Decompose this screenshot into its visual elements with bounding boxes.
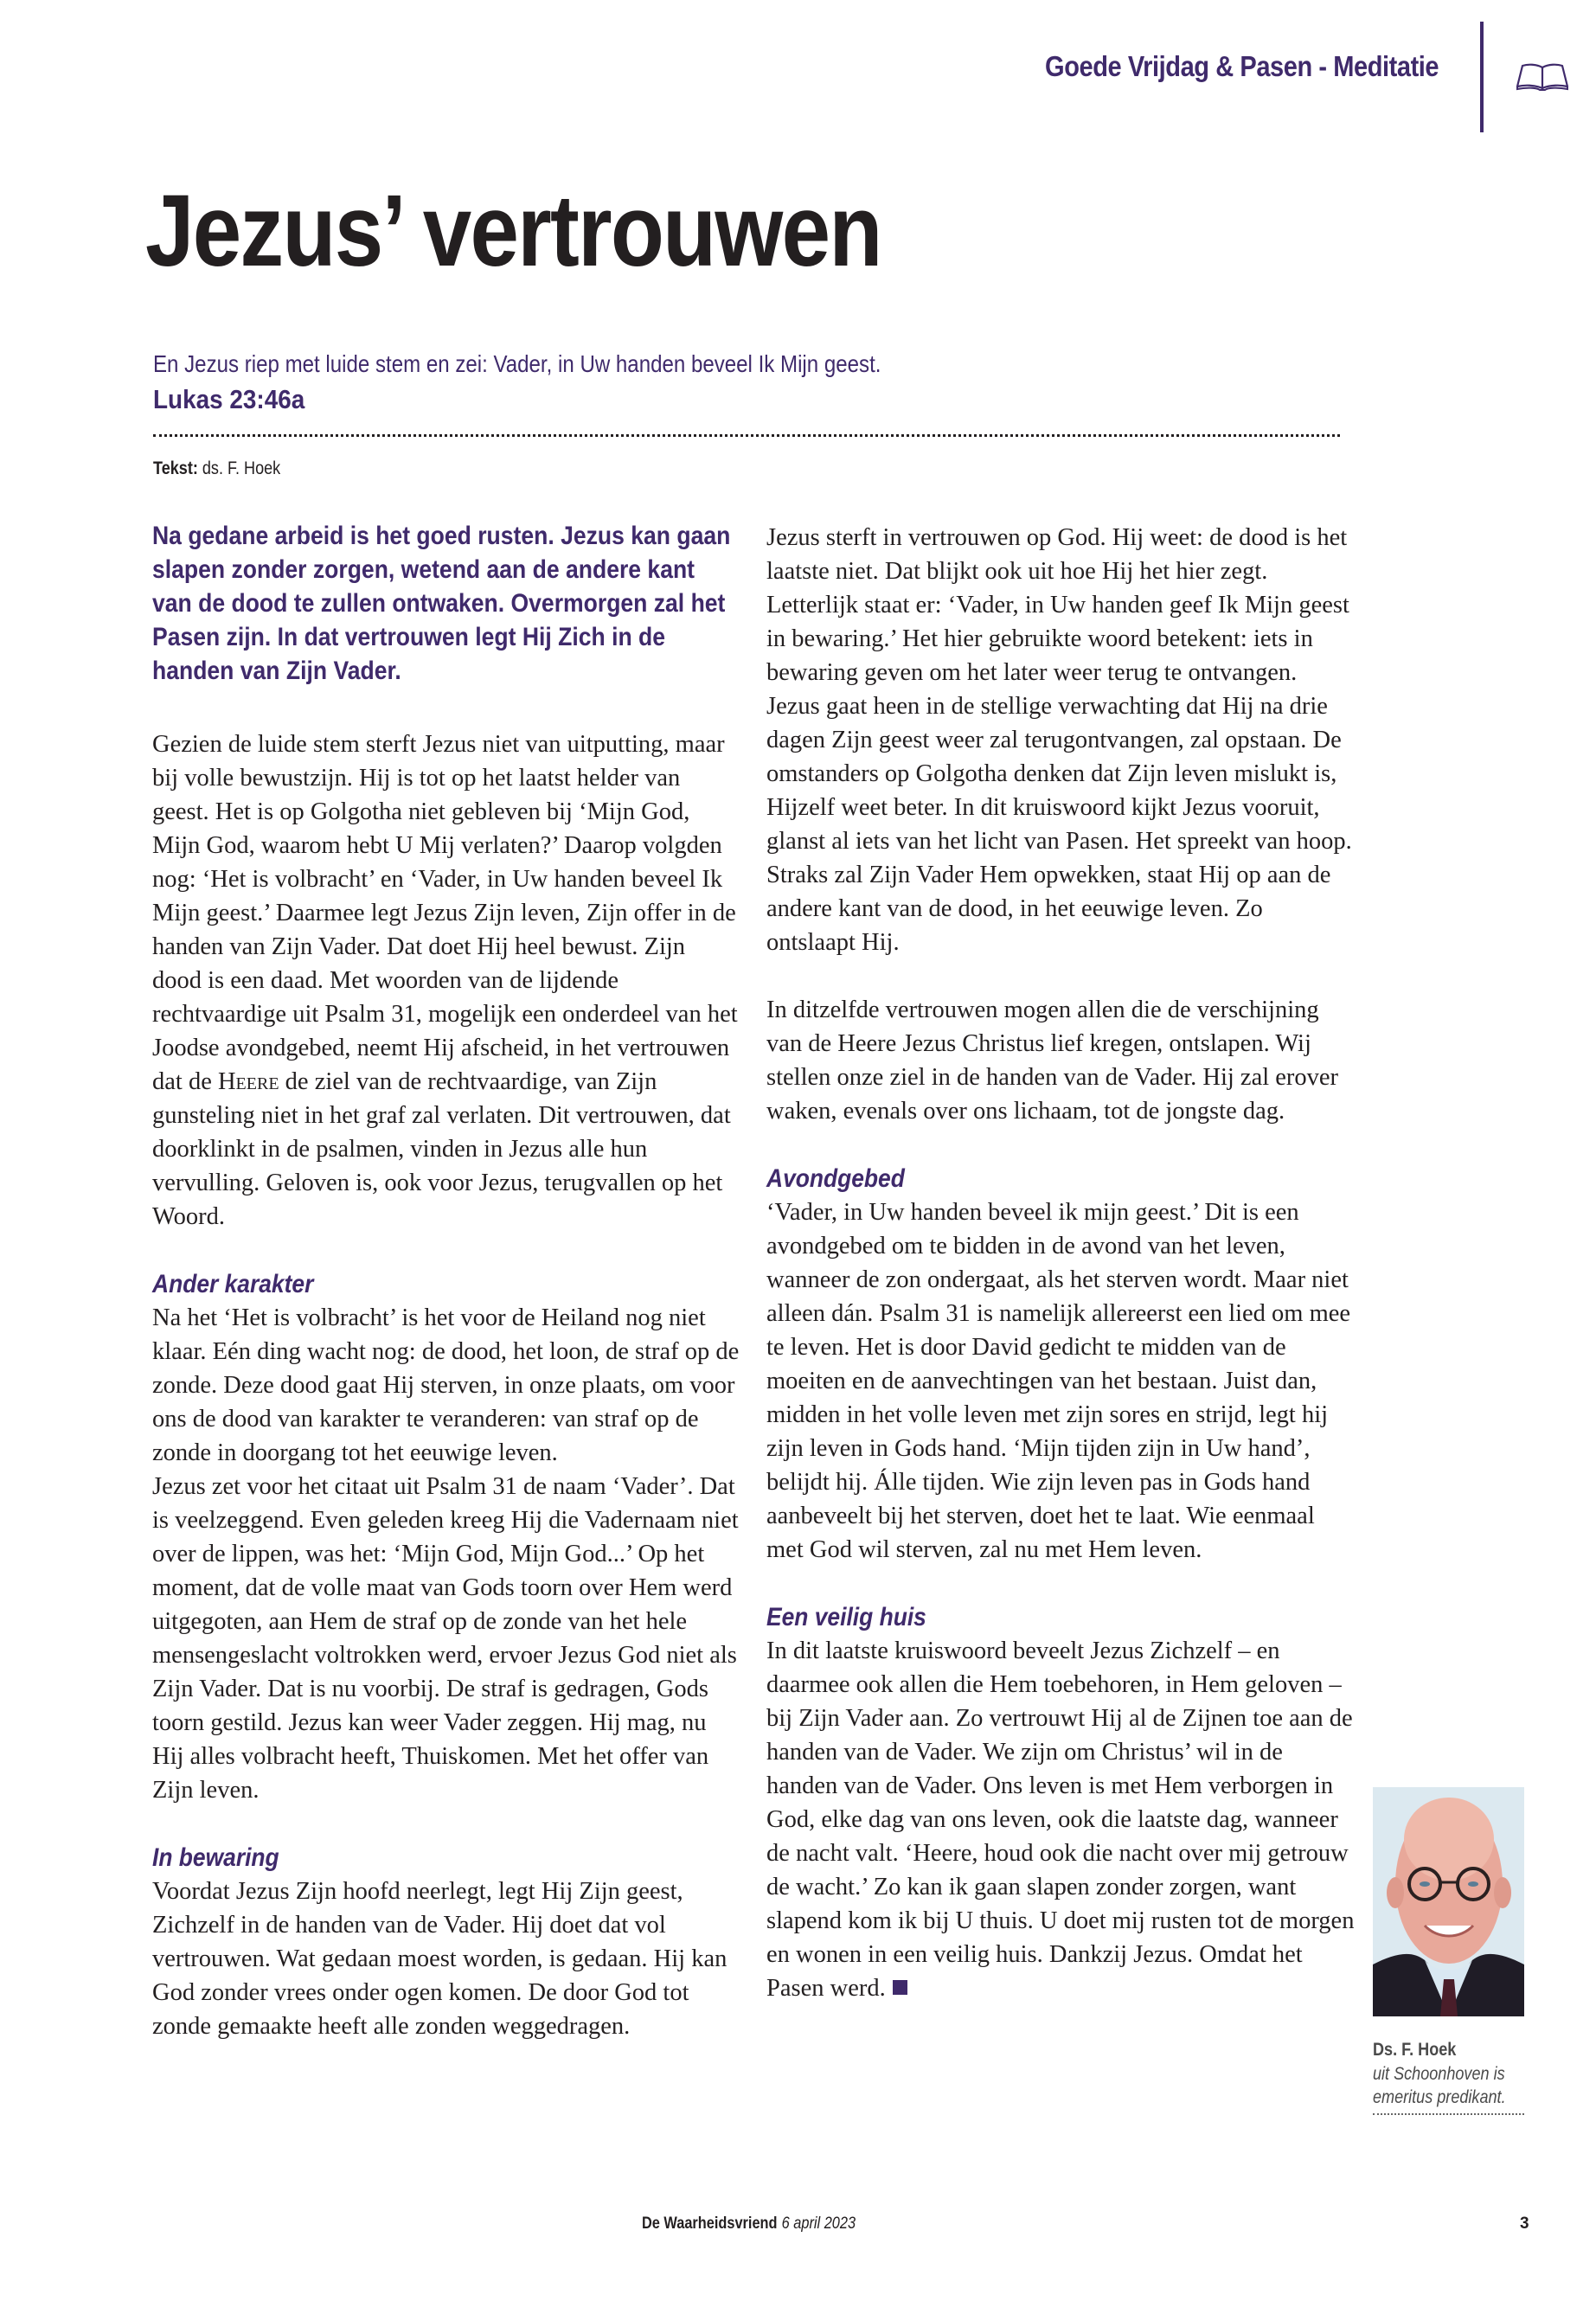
article-lead: Na gedane arbeid is het goed rusten. Jezus kan gaan slapen zonder zorgen, wetend aan de andere kant van de dood te zullen ontwaken. Overmorgen zal het Pasen zijn. In dat vertrouwen legt Hij Zich in de handen van Zijn Vader. — [152, 522, 731, 685]
byline-author: ds. F. Hoek — [202, 458, 281, 478]
dotted-divider — [153, 434, 1340, 437]
section-heading: Avondgebed — [766, 1164, 905, 1193]
article-column-left — [152, 519, 740, 2043]
author-name: Ds. F. Hoek — [1373, 2040, 1457, 2060]
article-paragraph: Voordat Jezus Zijn hoofd neerlegt, legt Hij Zijn geest, Zichzelf in de handen van de Vader. Hij doet dat vol vertrouwen. Wat gedaan moest worden, is gedaan. Hij kan God zonder vrees onder ogen komen. De door God tot zonde gemaakte heeft alle zonden weggedragen. — [152, 1878, 727, 2040]
page-number: 3 — [1520, 2214, 1529, 2233]
end-mark-icon — [893, 1980, 907, 1995]
article-paragraph: Jezus sterft in vertrouwen op God. Hij weet: de dood is het laatste niet. Dat blijkt ook uit hoe Hij het hier zegt. Letterlijk staat er: ‘Vader, in Uw handen geef Ik Mijn geest in bewaring.’ Het hier gebruikte woord betekent: iets in bewaring geven om het later weer terug te ontvangen. Jezus gaat heen in de stellige verwachting dat Hij na drie dagen Zijn geest weer zal terugontvangen, zal opstaan. De omstanders op Golgotha denken dat Zijn leven mislukt is, Hijzelf weet beter. In dit kruiswoord kijkt Jezus vooruit, glanst al iets van het licht van Pasen. Het spreekt van hoop. Straks zal Zijn Vader Hem opwekken, staat Hij op aan de andere kant van de dood, in het eeuwige leven. Zo ontslaapt Hij. — [766, 524, 1352, 956]
article-column-right — [766, 521, 1355, 2005]
author-description: uit Schoonhoven is emeritus predikant. — [1373, 2064, 1506, 2107]
section-heading: In bewaring — [152, 1843, 279, 1872]
article-paragraph: Jezus zet voor het citaat uit Psalm 31 de naam ‘Vader’. Dat is veelzeggend. Even geleden kreeg Hij die Vadernaam niet over de lippen, was het: ‘Mijn God, Mijn God...’ Op het moment, dat de volle maat van Gods toorn over Hem werd uitgegoten, aan Hem de straf op de zonde van het hele mensengeslacht voltrokken werd, ervoer Jezus God niet als Zijn Vader. Dat is nu voorbij. De straf is gedragen, Gods toorn gestild. Jezus kan weer Vader zeggen. Hij mag, nu Hij alles volbracht heeft, Thuiskomen. Met het offer van Zijn leven. — [152, 1473, 739, 1804]
scripture-verse: En Jezus riep met luide stem en zei: Vader, in Uw handen beveel Ik Mijn geest. — [153, 350, 881, 377]
byline — [153, 458, 280, 479]
article-paragraph: In dit laatste kruiswoord beveelt Jezus Zichzelf – en daarmee ook allen die Hem toebehoren, in Hem geloven – bij Zijn Vader aan. Zo vertrouwt Hij al de Zijnen toe aan de handen van de Vader. We zijn om Christus’ wil in de handen van de Vader. Ons leven is met Hem verborgen in God, elke dag van ons leven, ook die laatste dag, wanneer de nacht valt. ‘Heere, houd ook die nacht over mij getrouw de wacht.’ Zo kan ik gaan slapen zonder zorgen, want slapend kom ik bij U thuis. U doet mij rusten tot de morgen en wonen in een veilig huis. Dankzij Jezus. Omdat het Pasen werd. — [766, 1638, 1355, 2002]
lord-smallcaps: Heere — [217, 1068, 279, 1095]
article-title: Jezus’ vertrouwen — [145, 174, 881, 288]
article-paragraph: Gezien de luide stem sterft Jezus niet van uitputting, maar bij volle bewustzijn. Hij is tot op het laatst helder van geest. Het is op Golgotha niet gebleven bij ‘Mijn God, Mijn God, waarom hebt U Mij verlaten?’ Daarop volgden nog: ‘Het is volbracht’ en ‘Vader, in Uw handen beveel Ik Mijn geest.’ Daarmee legt Jezus Zijn leven, Zijn offer in de handen van Zijn Vader. Dat doet Hij heel bewust. Zijn dood is een daad. Met woorden van de lijdende rechtvaardige uit Psalm 31, mogelijk een onderdeel van het Joodse avondgebed, neemt Hij afscheid, in het vertrouwen dat de Heere de ziel van de rechtvaardige, van Zijn gunsteling niet in het graf zal verlaten. Dit vertrouwen, dat doorklinkt in de psalmen, vinden in Jezus alle hun vervulling. Geloven is, ook voor Jezus, terugvallen op het Woord. — [152, 731, 738, 1230]
footer-publication: De Waarheidsvriend 6 april 2023 — [642, 2214, 856, 2233]
author-photo — [1373, 1787, 1524, 2016]
article-paragraph: ‘Vader, in Uw handen beveel ik mijn geest.’ Dit is een avondgebed om te bidden in de avond van het leven, wanneer de zon ondergaat, als het sterven wordt. Maar niet alleen dán. Psalm 31 is namelijk allereerst een lied om mee te leven. Het is door David gedicht te midden van de moeiten en de aanvechtingen van het bestaan. Juist dan, midden in het volle leven met zijn sores en strijd, legt hij zijn leven in Gods hand. ‘Mijn tijden zijn in Uw hand’, belijdt hij. Álle tijden. Wie zijn leven pas in Gods hand aanbeveelt bij het sterven, doet het te laat. Wie eenmaal met God wil sterven, zal nu met Hem leven. — [766, 1199, 1351, 1563]
section-heading: Een veilig huis — [766, 1603, 926, 1631]
section-label: Goede Vrijdag & Pasen - Meditatie — [1044, 50, 1439, 82]
caption-divider — [1373, 2113, 1524, 2115]
header-divider — [1480, 22, 1484, 132]
scripture-reference: Lukas 23:46a — [153, 384, 305, 414]
article-paragraph: In ditzelfde vertrouwen mogen allen die de verschijning van de Heere Jezus Christus lief kregen, ontslapen. Wij stellen onze ziel in de handen van de Vader. Hij zal erover waken, evenals over ons lichaam, tot de jongste dag. — [766, 997, 1339, 1125]
open-book-icon — [1516, 62, 1569, 92]
byline-label: Tekst: — [153, 458, 198, 478]
footer-date: 6 april 2023 — [781, 2214, 856, 2233]
section-heading: Ander karakter — [152, 1270, 314, 1298]
article-paragraph: Na het ‘Het is volbracht’ is het voor de Heiland nog niet klaar. Eén ding wacht nog: de dood, het loon, de straf op de zonde. Deze dood gaat Hij sterven, in onze plaats, om voor ons de dood van karakter te veranderen: van straf op de zonde in doorgang tot het eeuwige leven. — [152, 1304, 740, 1466]
